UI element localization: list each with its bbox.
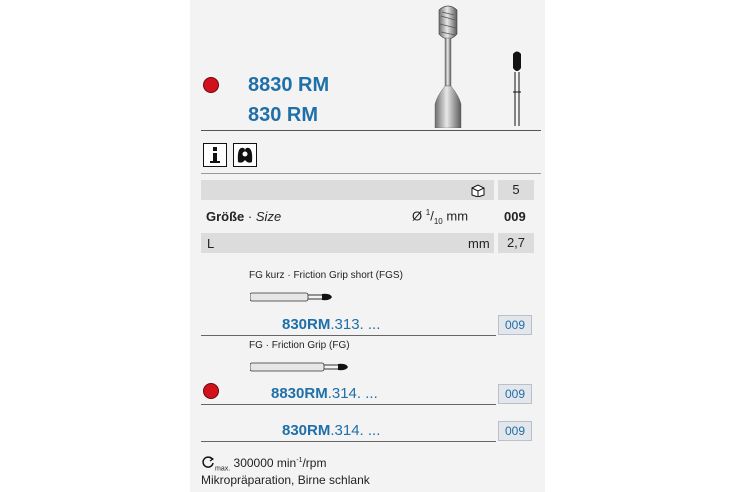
product-code: 8830RM.314. ... <box>271 385 378 402</box>
variant-heading: FG kurz · Friction Grip short (FGS) <box>249 270 403 281</box>
max-speed: $_{max.}$ 300000 $\min^{-1}$/rpm <box>215 456 327 473</box>
variant-heading: FG · Friction Grip (FG) <box>249 340 350 351</box>
bur-outline-drawing <box>504 50 530 126</box>
size-unit: Ø $^1/_{10}$ mm <box>412 208 469 226</box>
size-value: 009 <box>504 209 526 224</box>
tooth-crown-icon <box>233 143 257 167</box>
red-dot-icon <box>203 383 219 399</box>
product-title-1: 8830 RM <box>248 74 330 96</box>
length-value: 2,7 <box>498 233 534 253</box>
package-row <box>201 180 494 200</box>
package-qty: 5 <box>498 180 534 200</box>
divider <box>201 335 496 336</box>
description: Mikropräparation, Birne schlank <box>201 473 370 487</box>
red-dot-icon <box>203 77 219 93</box>
product-code: 830RM.313. ... <box>282 316 381 333</box>
size-badge: 009 <box>498 421 532 441</box>
size-badge: 009 <box>498 315 532 335</box>
size-label: Größe · Size <box>206 209 282 224</box>
length-row <box>201 233 494 253</box>
divider <box>201 130 541 131</box>
length-unit: mm <box>468 236 490 251</box>
package-box-icon <box>470 183 486 197</box>
rotation-speed-icon <box>201 455 215 469</box>
info-icon <box>203 143 227 167</box>
product-title-2: 830 RM <box>248 104 319 126</box>
divider <box>201 404 496 405</box>
divider <box>201 173 541 174</box>
size-badge: 009 <box>498 384 532 404</box>
bur-fg-shank-drawing <box>250 360 350 374</box>
length-label: L <box>207 236 215 251</box>
bur-illustration <box>424 4 472 128</box>
bur-short-shank-drawing <box>250 290 334 304</box>
divider <box>201 441 496 442</box>
product-code: 830RM.314. ... <box>282 422 381 439</box>
